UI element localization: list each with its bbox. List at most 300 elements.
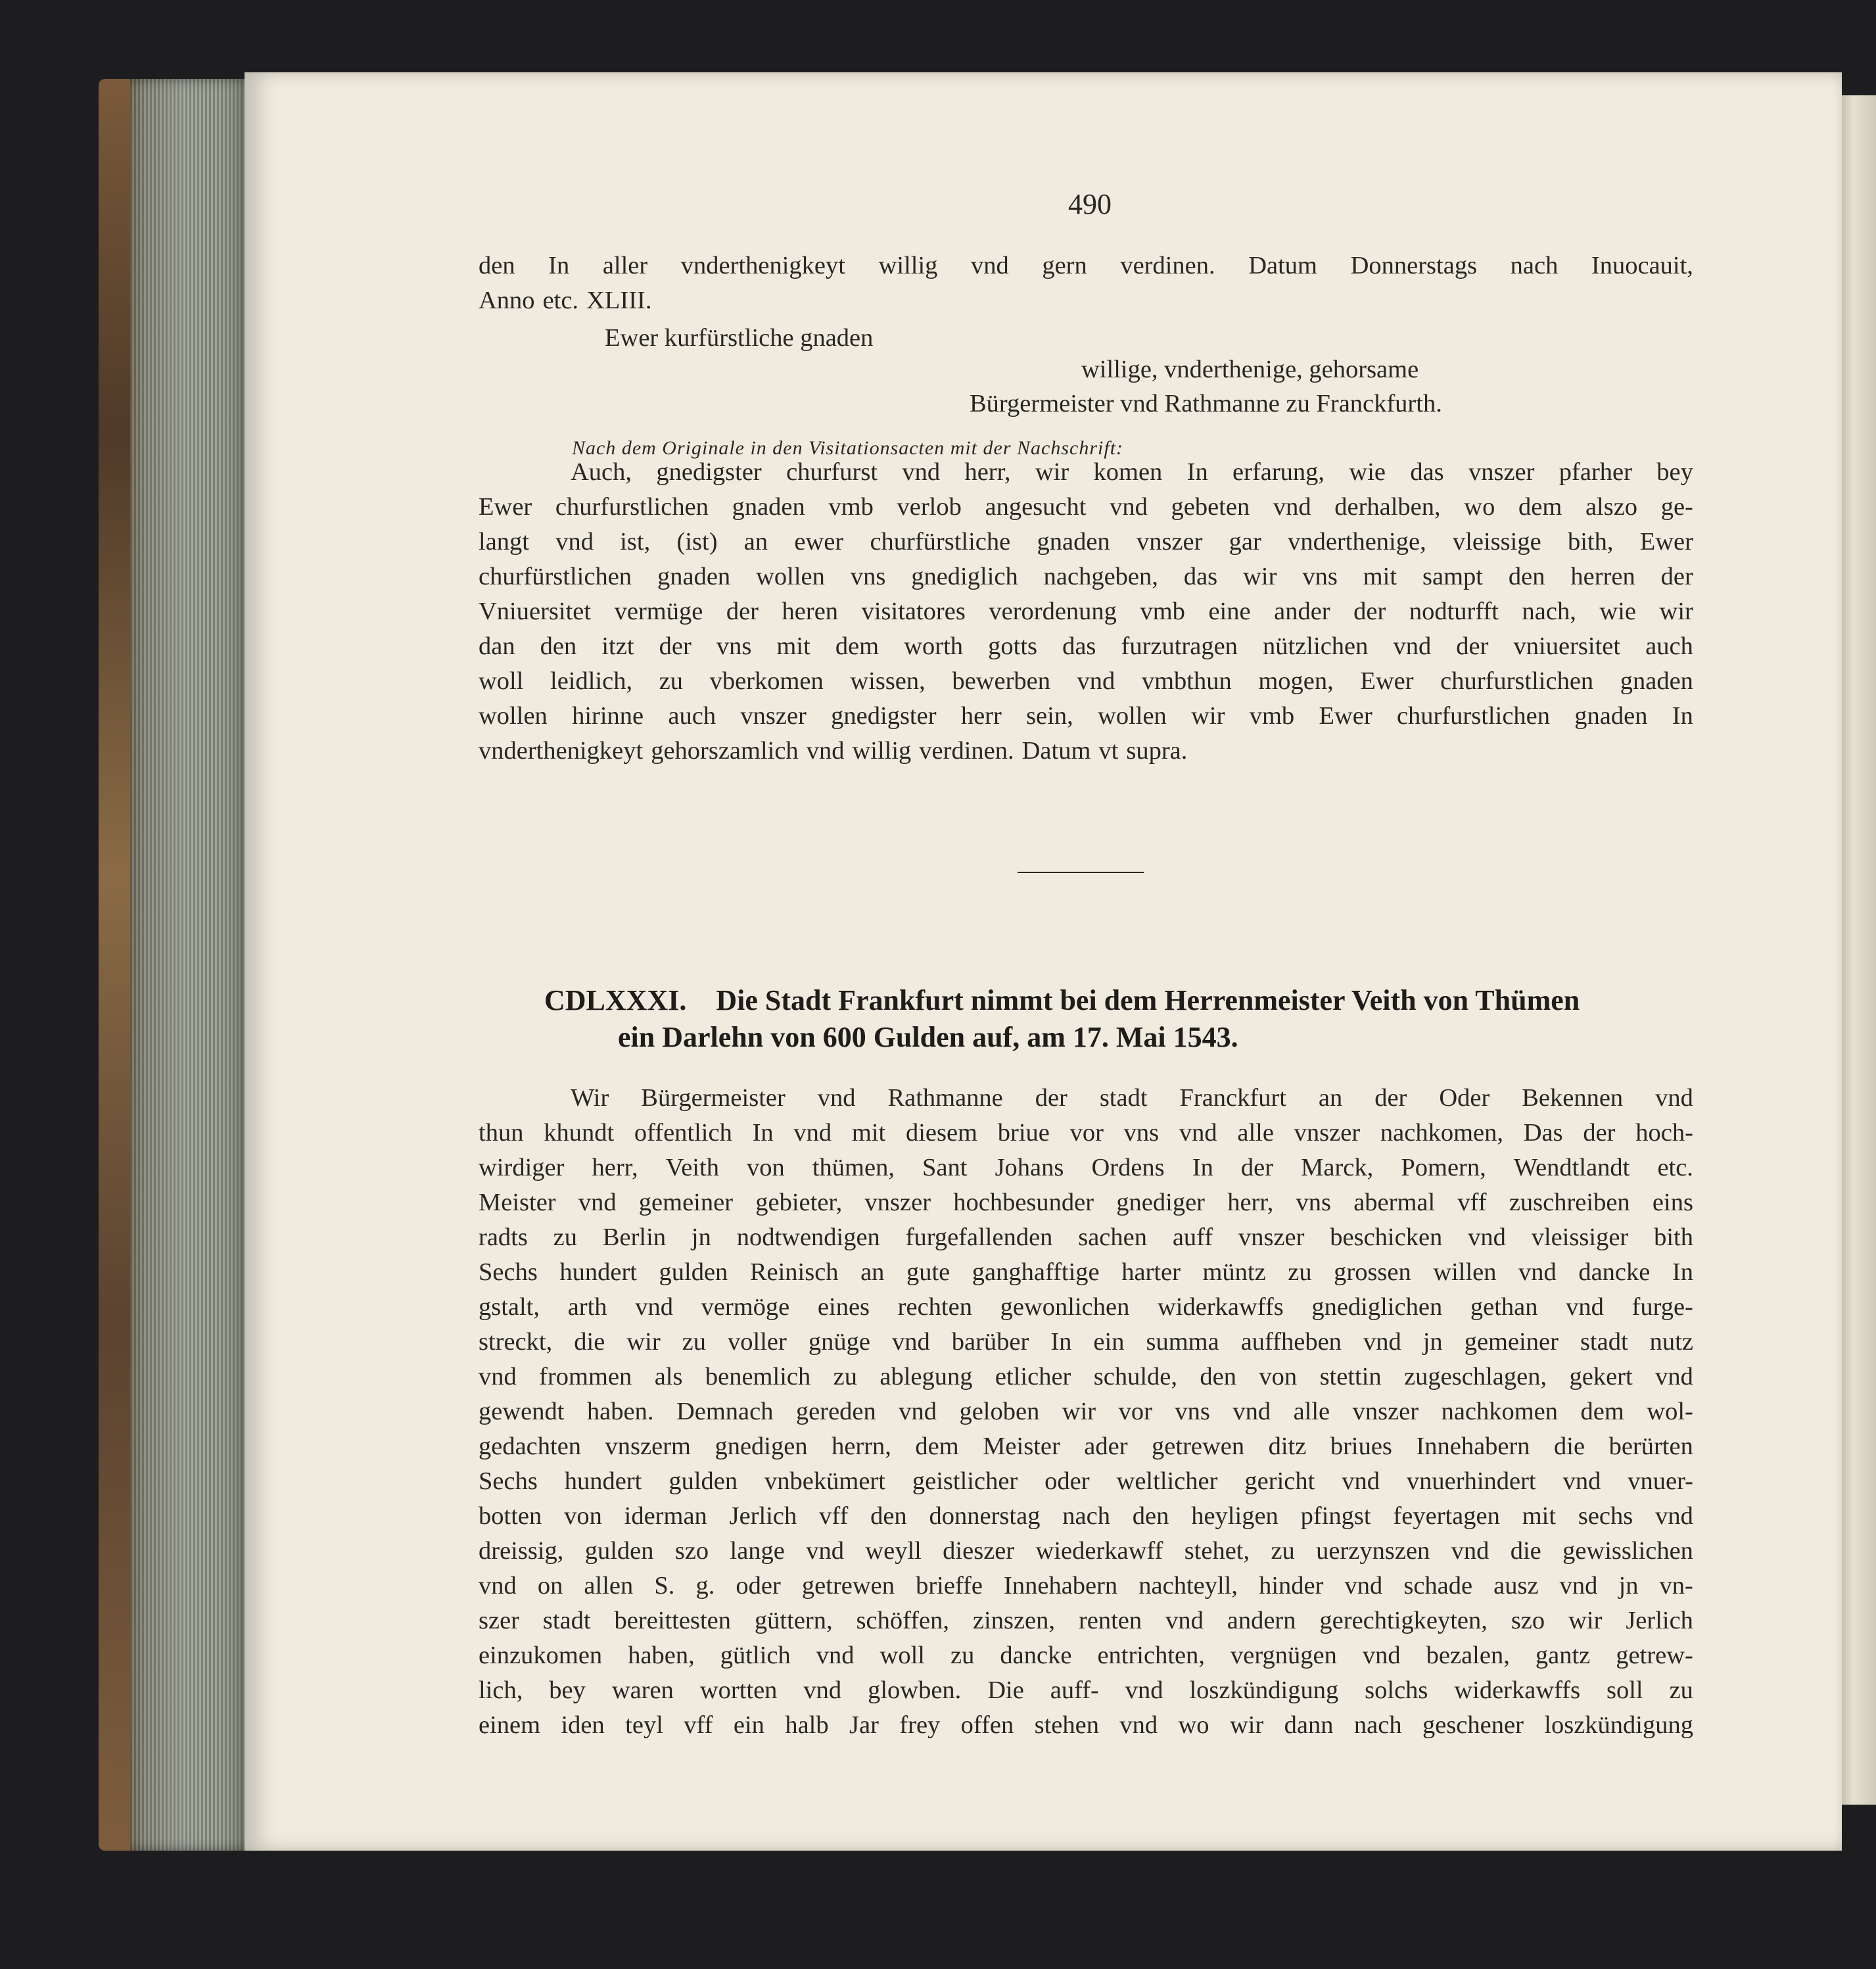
word: wir [1191,702,1225,730]
word: vnd [1165,1607,1204,1634]
word: vff [819,1502,849,1530]
word: der [1456,632,1489,660]
word: offen [960,1711,1014,1739]
word: vn- [1659,1572,1693,1600]
word: briue [997,1119,1050,1147]
word: Datum [1021,737,1091,765]
word: heren [782,598,839,625]
word: briues [1330,1433,1392,1460]
word: nodtwendigen [736,1223,880,1251]
word: vnszerm [605,1433,691,1460]
word: auffheben [1240,1328,1342,1356]
word: vmb [828,493,874,521]
word: gnedigen [715,1433,808,1460]
word: vns [716,632,752,660]
word: In [752,1119,774,1147]
word: nach, [1522,598,1576,625]
word: vleissige [1452,528,1541,556]
word: ablegung [879,1363,973,1390]
text-line [479,249,1693,283]
text-line [479,1464,1693,1499]
word: Bürgermeister [641,1084,786,1112]
word: wir [1659,598,1693,625]
word: diesem [905,1119,978,1147]
word: vnd [1232,1398,1271,1425]
word: komen [1093,458,1163,486]
word: zu [682,1328,707,1356]
word: gereden [795,1398,876,1425]
word: güttern, [754,1607,833,1634]
word: gebeten [1171,493,1250,521]
word: vnd [1125,1676,1163,1704]
word: szo [674,1537,709,1565]
book-cover-binding [99,79,130,1851]
word: oder [736,1572,781,1600]
word: wir [1243,563,1277,590]
word: aller [602,252,648,279]
word: alszo [1585,493,1638,521]
word: hochbesunder [953,1189,1094,1216]
word: In [1672,702,1693,730]
word: einzukomen [479,1642,603,1669]
text-line [479,1569,1693,1603]
word: beschicken [1330,1223,1443,1251]
word: vnd [1077,667,1115,695]
word: gnediglichen [1311,1293,1443,1321]
word: gnaden [1620,667,1693,695]
word: derhalben, [1334,493,1441,521]
word: entrichten, [1097,1642,1206,1669]
word: auff- [1050,1676,1099,1704]
word: vnszer [1136,528,1203,556]
word-gap [578,283,586,318]
word: vnderthenigkeyt [680,252,845,279]
word: sein, [1026,702,1073,730]
word: Rathmanne [887,1084,1003,1112]
word: an [860,1258,885,1286]
word: wollen [479,702,548,730]
word: verordenung [989,598,1117,625]
word: vermöge [701,1293,790,1321]
word: vnd [1342,1467,1380,1495]
word: Wir [571,1084,609,1112]
word: vnderthenige, [1288,528,1426,556]
word: streckt, [479,1328,553,1356]
word: nutz [1649,1328,1693,1356]
word: bewerben [952,667,1050,695]
word: als [654,1363,683,1390]
word: gnedigster [831,702,937,730]
word: das [1183,563,1218,590]
word: nach [1353,1711,1402,1739]
word: vnd [970,252,1009,279]
word: wir [1568,1607,1603,1634]
word: Vniuersitet [479,598,592,625]
text-line [479,1673,1693,1708]
word: wir [1062,1398,1096,1425]
word: vnszer [1352,1398,1419,1425]
word: vnd [1179,1119,1217,1147]
word: geloben [959,1398,1040,1425]
word: dem [1580,1398,1624,1425]
word: furgefallenden [905,1223,1053,1251]
word: thun [479,1119,524,1147]
word: stettin [1319,1363,1382,1390]
word: waren [611,1676,674,1704]
word: In [1186,458,1208,486]
word: thümen, [812,1154,895,1181]
word: gnedigster [656,458,762,486]
word: herr, [1227,1189,1274,1216]
word: ander [1274,598,1330,625]
word: alle [1293,1398,1330,1425]
word: arth [567,1293,607,1321]
word: iden [561,1711,605,1739]
word: glowben. [868,1676,962,1704]
word: churfurst [786,458,878,486]
word: geistlicher [912,1467,1018,1495]
text-line [479,1394,1693,1429]
word: Jerlich [1626,1607,1693,1634]
word: Sant [922,1154,968,1181]
document-body-paragraph [479,1081,1693,1743]
word: zu [950,1642,975,1669]
page-number: 490 [1068,188,1112,220]
word: widerkawffs [1157,1293,1284,1321]
document-heading-line-2: ein Darlehn von 600 Gulden auf, am 17. Mai 1543. [618,1021,1238,1053]
word: wissen, [850,667,926,695]
word: vnd [1566,1293,1604,1321]
word: Ewer [1319,702,1372,730]
text-line [479,1708,1693,1743]
word: vleissiger [1531,1223,1629,1251]
word: In [1192,1154,1213,1181]
text-line [479,1185,1693,1220]
word: vnszer [740,702,807,730]
word: vnd [793,1119,832,1147]
word: der [726,598,759,625]
word: bey [1656,458,1693,486]
text-line [479,699,1693,734]
word: vff [1457,1189,1487,1216]
word: szo [1511,1607,1545,1634]
word: gnaden [732,493,805,521]
word: hundert [559,1258,637,1286]
word: vnd [578,1189,617,1216]
word: Anno [479,287,535,314]
word: vnd [1393,632,1432,660]
document-heading [544,984,1662,1017]
word: jn [1618,1572,1639,1600]
word: vnd [891,1328,930,1356]
word: ist, [620,528,651,556]
word: getrewen [801,1572,895,1600]
word: vnd [806,737,845,765]
word: szer [479,1607,519,1634]
word: ditz [1268,1433,1307,1460]
word: Jar [849,1711,879,1739]
section-divider [1018,872,1144,873]
word-gap [1118,734,1126,769]
word: vnuerhindert [1406,1467,1536,1495]
word: Sechs [479,1467,538,1495]
word: visitatores [861,598,966,625]
word: stehen [1034,1711,1099,1739]
word: vergnügen [1231,1642,1337,1669]
text-line [479,1534,1693,1569]
word: wo [1178,1711,1209,1739]
text-line [479,1325,1693,1360]
word: gemeiner [1464,1328,1559,1356]
word: vnd [803,1676,842,1704]
word: getrewen [1152,1433,1245,1460]
word: benemlich [705,1363,811,1390]
text-line [479,629,1693,664]
word: gebieter, [755,1189,843,1216]
word: woll [479,667,524,695]
word: dem [1518,493,1562,521]
word: Pomern, [1401,1154,1486,1181]
word: Oder [1439,1084,1490,1112]
word: vnd [479,1363,517,1390]
word: Inuocauit, [1591,252,1693,279]
word: gütlich [720,1642,791,1669]
word: radts [479,1223,528,1251]
word: ein [1093,1328,1125,1356]
word: wir [1229,1711,1264,1739]
word: widerkawffs [1454,1676,1581,1704]
word: churfurstlichen [1396,702,1551,730]
word: Die [987,1676,1024,1704]
word: wo [1464,493,1495,521]
word: vns [1296,1189,1331,1216]
word: vnd [902,458,941,486]
word: der [1583,1119,1616,1147]
word: Veith [665,1154,719,1181]
word: vnd [806,1537,844,1565]
text-line [479,1429,1693,1464]
word: vnd [1119,1711,1158,1739]
word: vnd [816,1642,855,1669]
word: haben. [586,1398,654,1425]
word: abermal [1353,1189,1436,1216]
word: Jerlich [729,1502,797,1530]
word: lange [730,1537,785,1565]
word: bereittesten [614,1607,731,1634]
word: vmbthun [1141,667,1232,695]
word: woll [879,1642,925,1669]
word: vberkomen [709,667,824,695]
word: nützlichen [1263,632,1369,660]
word: pfingst [1300,1502,1371,1530]
word: wir [626,1328,661,1356]
word: supra. [1126,737,1188,765]
word: auch [668,702,716,730]
text-line [479,525,1693,559]
word: vff [684,1711,713,1739]
word: ein [733,1711,764,1739]
word: verdinen. [919,737,1014,765]
word: nachkomen [1441,1398,1559,1425]
word: eins [1652,1189,1693,1216]
word: furge- [1631,1293,1693,1321]
word: Ewer [1360,667,1414,695]
word: gedachten [479,1433,582,1460]
word: oder [1044,1467,1090,1495]
word: auch [1645,632,1693,660]
word: ganghafftige [972,1258,1100,1286]
word: dem [915,1433,959,1460]
word: vnuer- [1628,1467,1693,1495]
word: vnszer [1468,458,1535,486]
word: nach [1510,252,1559,279]
word: vnd [1655,1363,1693,1390]
word: renten [1078,1607,1142,1634]
word: Innehabern [1416,1433,1530,1460]
word: mit [1363,563,1397,590]
word: von [564,1502,602,1530]
word: sachen [1078,1223,1147,1251]
word: hundert [564,1467,642,1495]
word: gar [1229,528,1261,556]
word: gulden [584,1537,654,1565]
text-line [479,283,1693,318]
letter-closing-paragraph [479,249,1693,318]
word: jn [1422,1328,1443,1356]
word: In [1050,1328,1072,1356]
word: vnbekümert [764,1467,885,1495]
word: etc. [542,287,579,314]
word: gotts [988,632,1038,660]
word: Demnach [676,1398,774,1425]
word: leidlich, [550,667,633,695]
word: churfurstlichen [1440,667,1594,695]
word: loszkündigung [1544,1711,1693,1739]
word: soll [1606,1676,1643,1704]
word: den [540,632,577,660]
word: gnaden [657,563,731,590]
text-line [479,664,1693,699]
word: frey [899,1711,941,1739]
text-line [479,734,1693,769]
text-line [479,1290,1693,1325]
word: berürten [1608,1433,1693,1460]
word: vnd [555,528,594,556]
word: wollen [1098,702,1167,730]
word: stadt [542,1607,591,1634]
word-gap [844,734,852,769]
word: bith [1654,1223,1693,1251]
text-line [479,559,1693,594]
word: an [743,528,768,556]
word: die [1554,1433,1585,1460]
text-line [479,455,1693,490]
word: den [479,252,515,279]
word: S. [654,1572,675,1600]
word: vnd [479,1572,517,1600]
text-line [479,1255,1693,1290]
text-line [479,1638,1693,1673]
word: den [1200,1363,1236,1390]
word: voller [728,1328,787,1356]
word: vnd [635,1293,673,1321]
word: vmb [1249,702,1295,730]
word-gap [643,734,651,769]
word: zinszen, [972,1607,1056,1634]
word: vor [1118,1398,1152,1425]
word: Marck, [1301,1154,1374,1181]
word: eines [817,1293,870,1321]
word: vnd [899,1398,937,1425]
word: vns [1302,563,1338,590]
word: gnaden [1574,702,1648,730]
postscript-paragraph [479,455,1693,769]
word: ge- [1660,493,1693,521]
word: vnd [1655,1502,1693,1530]
word: churfürstliche [870,528,1011,556]
word: den [1508,563,1545,590]
word: lich, [479,1676,523,1704]
word: von [1259,1363,1298,1390]
signature-closing: willige, vnderthenige, gehorsame [1081,356,1419,383]
word: Meister [983,1433,1060,1460]
word: vnd [1518,1258,1557,1286]
text-line [479,1360,1693,1394]
word: sechs [1578,1502,1633,1530]
word: uerzynszen [1316,1537,1430,1565]
word: wiederkawff [1035,1537,1163,1565]
word: In [1672,1258,1693,1286]
word: Wendtlandt [1513,1154,1630,1181]
word: botten [479,1502,542,1530]
word: g. [695,1572,715,1600]
word: vnd [817,1084,856,1112]
word: gethan [1470,1293,1538,1321]
word: herrn, [832,1433,891,1460]
word: vnszer [1294,1119,1361,1147]
word: willig [878,252,938,279]
word: churfurstlichen [555,493,709,521]
word: vnd [1468,1223,1506,1251]
word: stadt [1580,1328,1628,1356]
word: herr, [964,458,1011,486]
word: gstalt, [479,1293,540,1321]
word: khundt [544,1119,615,1147]
word: Ewer [479,493,532,521]
word: zu [659,667,684,695]
word: Datum [1248,252,1318,279]
word: brieffe [916,1572,983,1600]
word: dan [479,632,515,660]
word: vnd [1451,1537,1489,1565]
signature-salutation: Ewer kurfürstliche gnaden [605,324,874,352]
word: an [1318,1084,1343,1112]
word: worth [904,632,964,660]
word: allen [584,1572,634,1600]
word: nachkomen, [1380,1119,1503,1147]
word: hirinne [572,702,644,730]
word: pfarher [1559,458,1632,486]
word: haben, [628,1642,695,1669]
word: langt [479,528,529,556]
word: herren [1570,563,1635,590]
word: vnd [1344,1572,1383,1600]
word: vor [1069,1119,1104,1147]
word: Innehabern [1004,1572,1118,1600]
word: wie [1349,458,1386,486]
word: XLIII. [586,287,652,314]
word: gewendt [479,1398,565,1425]
